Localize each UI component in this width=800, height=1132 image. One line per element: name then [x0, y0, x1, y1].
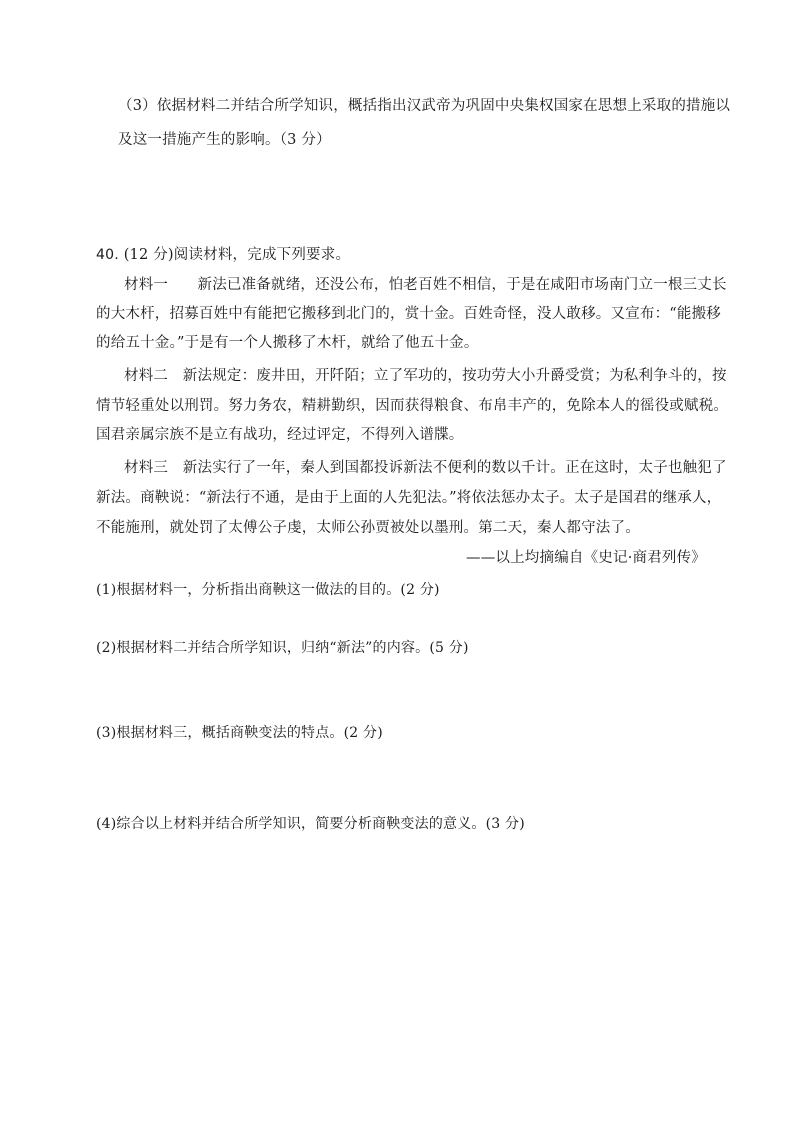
material2-line1: 材料二 新法规定：废井田，开阡陌；立了军功的，按功劳大小升爵受赏；为私利争斗的，按 — [124, 368, 727, 384]
material3-line3: 不能施刑，就处罚了太傅公子虔，太师公孙贾被处以墨刑。第二天，秦人都守法了。 — [96, 520, 640, 536]
q40-number: 40. — [96, 247, 119, 263]
q40-sub4: (4)综合以上材料并结合所学知识，简要分析商鞅变法的意义。(3 分) — [96, 816, 525, 832]
material2-line3: 国君亲属宗族不是立有战功，经过评定，不得列入谱牒。 — [96, 427, 464, 443]
material1-line2: 的大木杆，招募百姓中有能把它搬移到北门的，赏十金。百姓奇怪，没人敢移。又宣布：“能搬移 — [96, 306, 722, 322]
q40-sub3: (3)根据材料三，概括商鞅变法的特点。(2 分) — [96, 725, 383, 741]
q39-part3-line1: （3）依据材料二并结合所学知识，概括指出汉武帝为巩固中央集权国家在思想上采取的措施以 — [118, 98, 731, 114]
material2-line2: 情节轻重处以刑罚。努力务农，精耕勤织，因而获得粮食、布帛丰产的，免除本人的徭役或赋税。 — [96, 398, 729, 414]
material3-line1: 材料三 新法实行了一年，秦人到国都投诉新法不便利的数以千计。正在这时，太子也触犯了 — [124, 460, 727, 476]
q40-sub2: (2)根据材料二并结合所学知识，归纳“新法”的内容。(5 分) — [96, 640, 469, 656]
material3-line2: 新法。商鞅说：“新法行不通，是由于上面的人先犯法。”将依法惩办太子。太子是国君的继承人， — [96, 490, 722, 506]
material1-line3: 的给五十金。”于是有一个人搬移了木杆，就给了他五十金。 — [96, 335, 479, 351]
source-citation: ——以上均摘编自《史记·商君列传》 — [466, 550, 707, 566]
q39-part3-line2: 及这一措施产生的影响。（3 分） — [118, 132, 331, 148]
q40-sub1: (1)根据材料一，分析指出商鞅这一做法的目的。(2 分) — [96, 582, 440, 598]
material1-line1: 材料一 新法已准备就绪，还没公布，怕老百姓不相信，于是在咸阳市场南门立一根三丈长 — [124, 277, 727, 293]
q40-instruction: (12 分)阅读材料，完成下列要求。 — [123, 247, 351, 263]
q40-header — [96, 245, 350, 265]
